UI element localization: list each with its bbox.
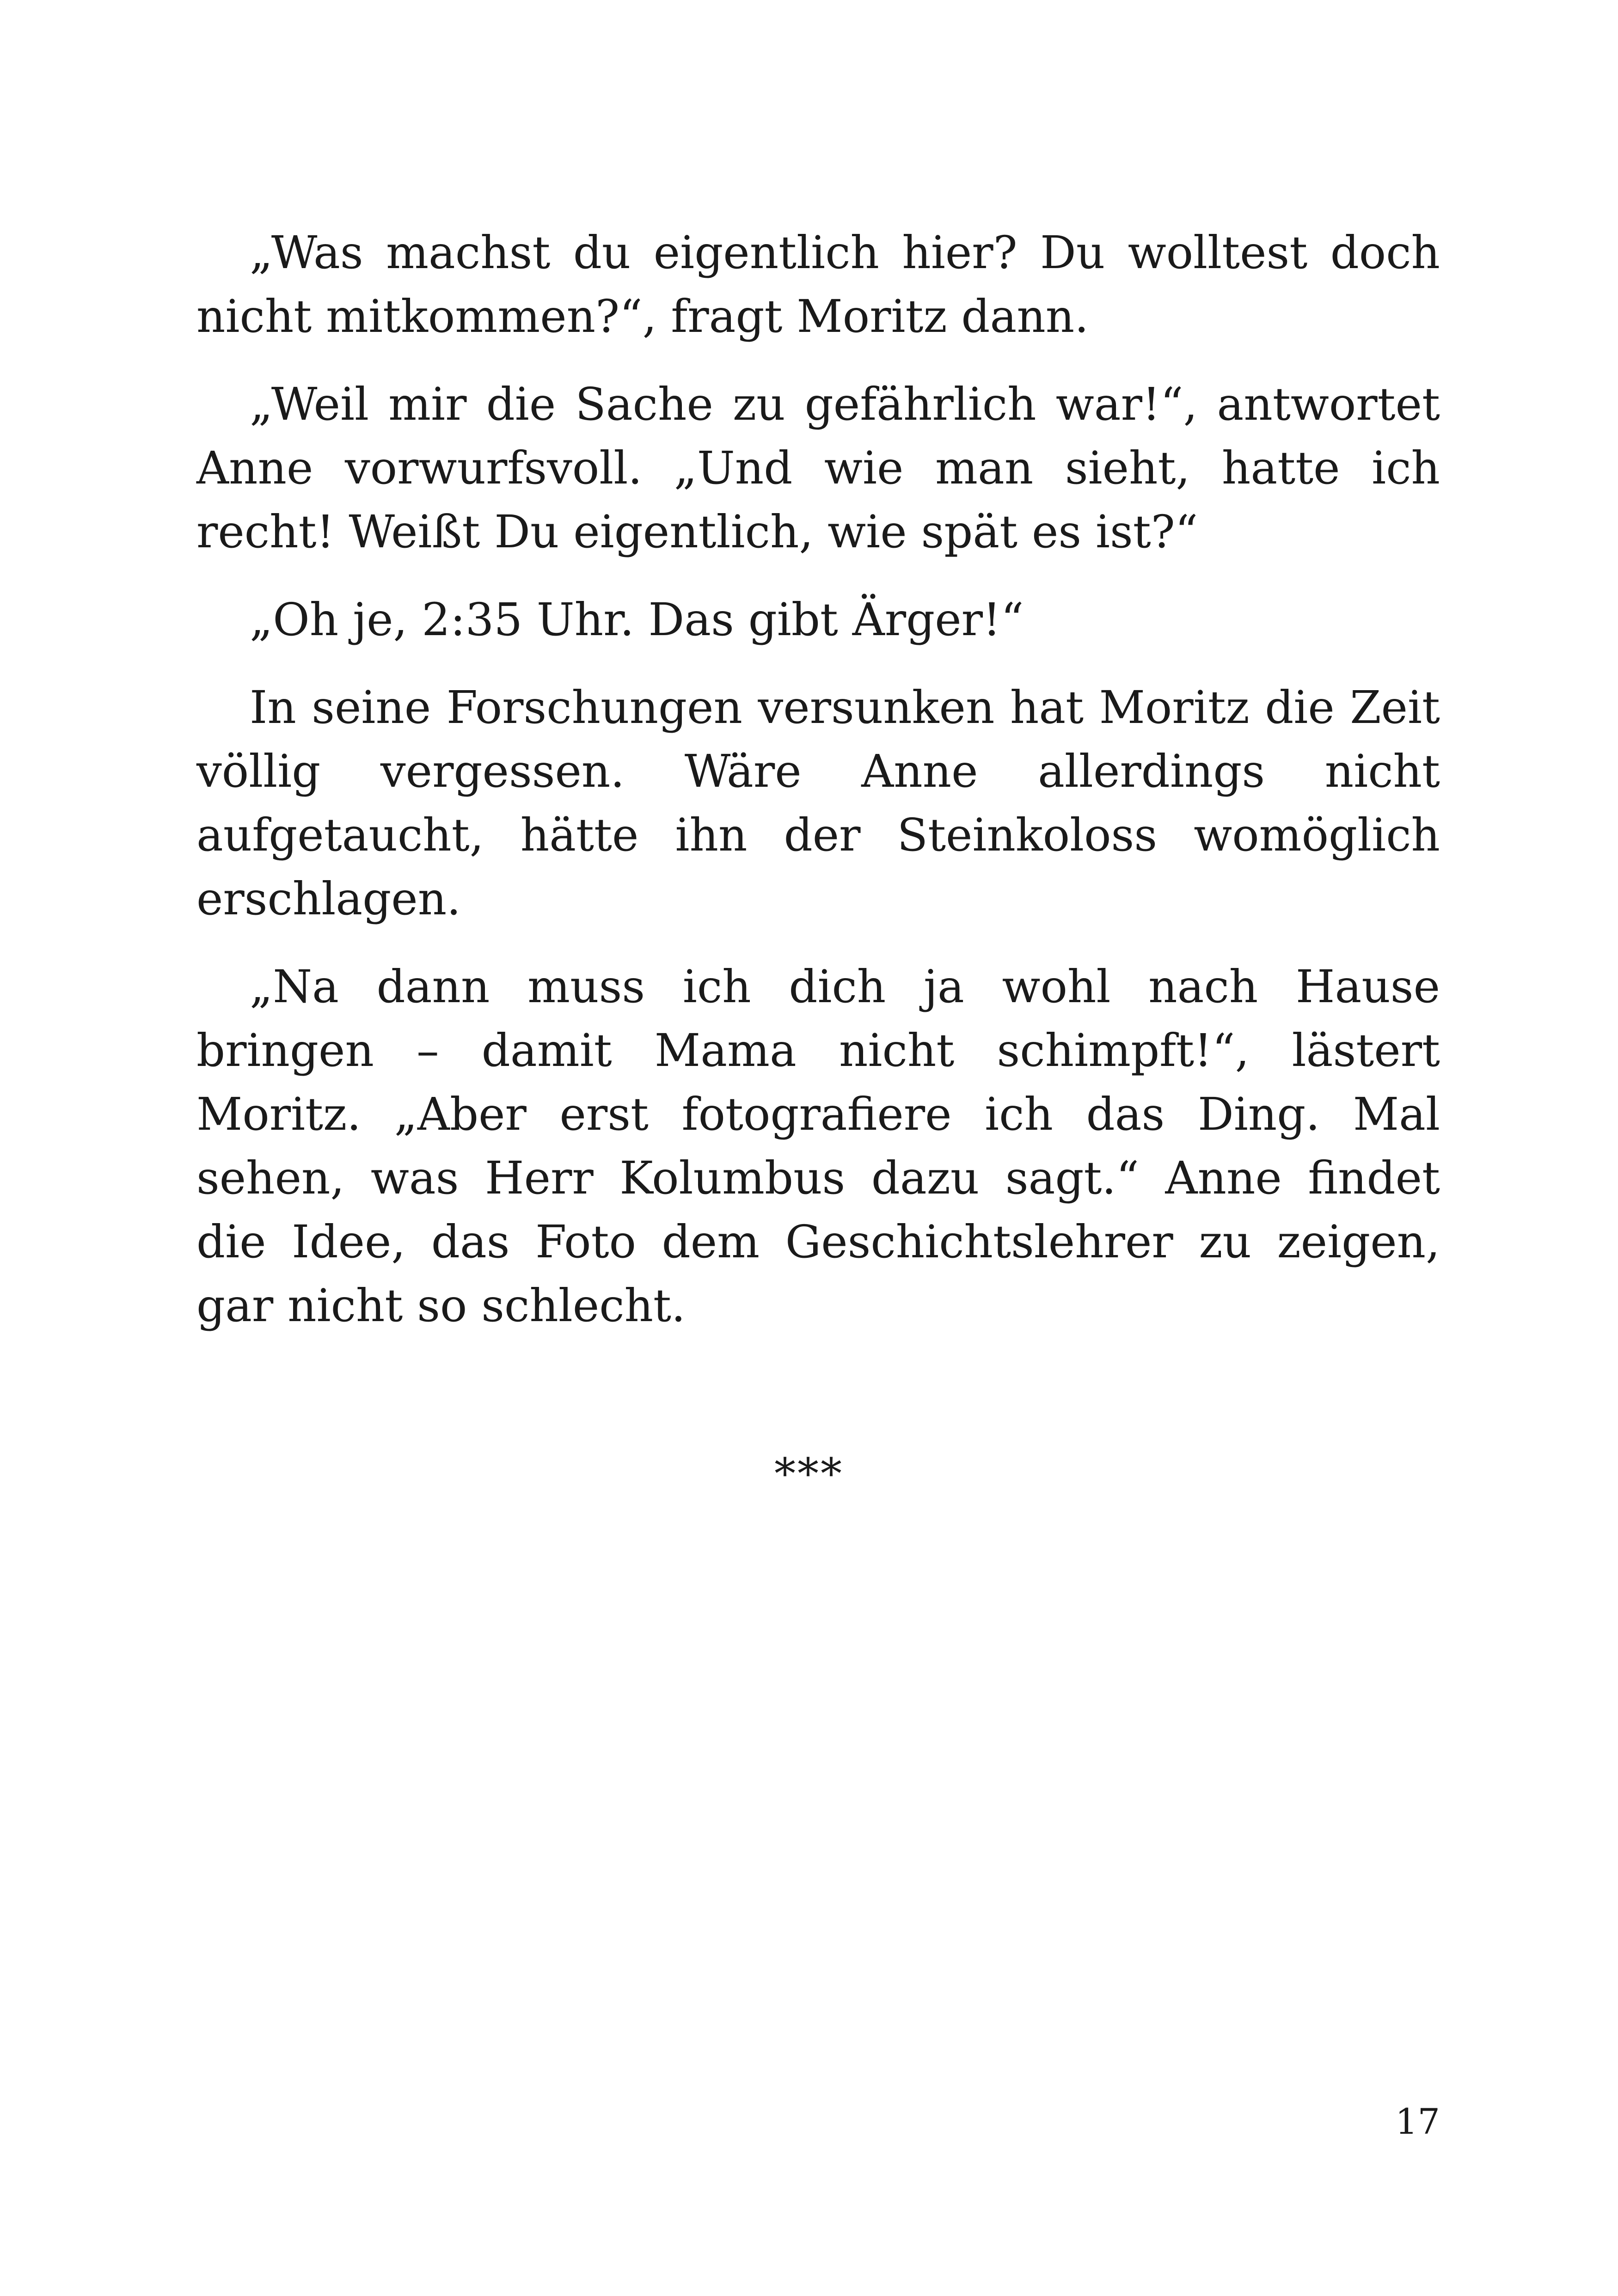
section-separator: *** (774, 1449, 844, 1499)
page-number: 17 (1395, 2101, 1440, 2142)
paragraph-3: „Oh je, 2:35 Uhr. Das gibt Ärger!“ (250, 594, 1024, 646)
paragraph-5: „Na dann muss ich dich ja wohl nach Hause bringen – damit Mama nicht schimpft!“, lästert Moritz. „Aber erst fotografiere ich das Ding. Mal sehen, was Herr Kolumbus dazu sagt.“ Anne findet die Idee, das Foto dem Geschichtslehrer zu zeigen, gar nicht so schlecht. (196, 961, 1440, 1332)
paragraph-1: „Was machst du eigentlich hier? Du wolltest doch nicht mitkommen?“, fragt Moritz dann. (196, 227, 1440, 343)
body-text (196, 221, 1440, 1362)
paragraph-4: In seine Forschungen versunken hat Moritz die Zeit völlig vergessen. Wäre Anne allerdings nicht aufgetaucht, hätte ihn der Steinkoloss womöglich erschlagen. (196, 681, 1440, 925)
paragraph-2: „Weil mir die Sache zu gefährlich war!“, antwortet Anne vorwurfsvoll. „Und wie man sieht, hatte ich recht! Weißt Du eigentlich, wie spät es ist?“ (196, 378, 1440, 558)
